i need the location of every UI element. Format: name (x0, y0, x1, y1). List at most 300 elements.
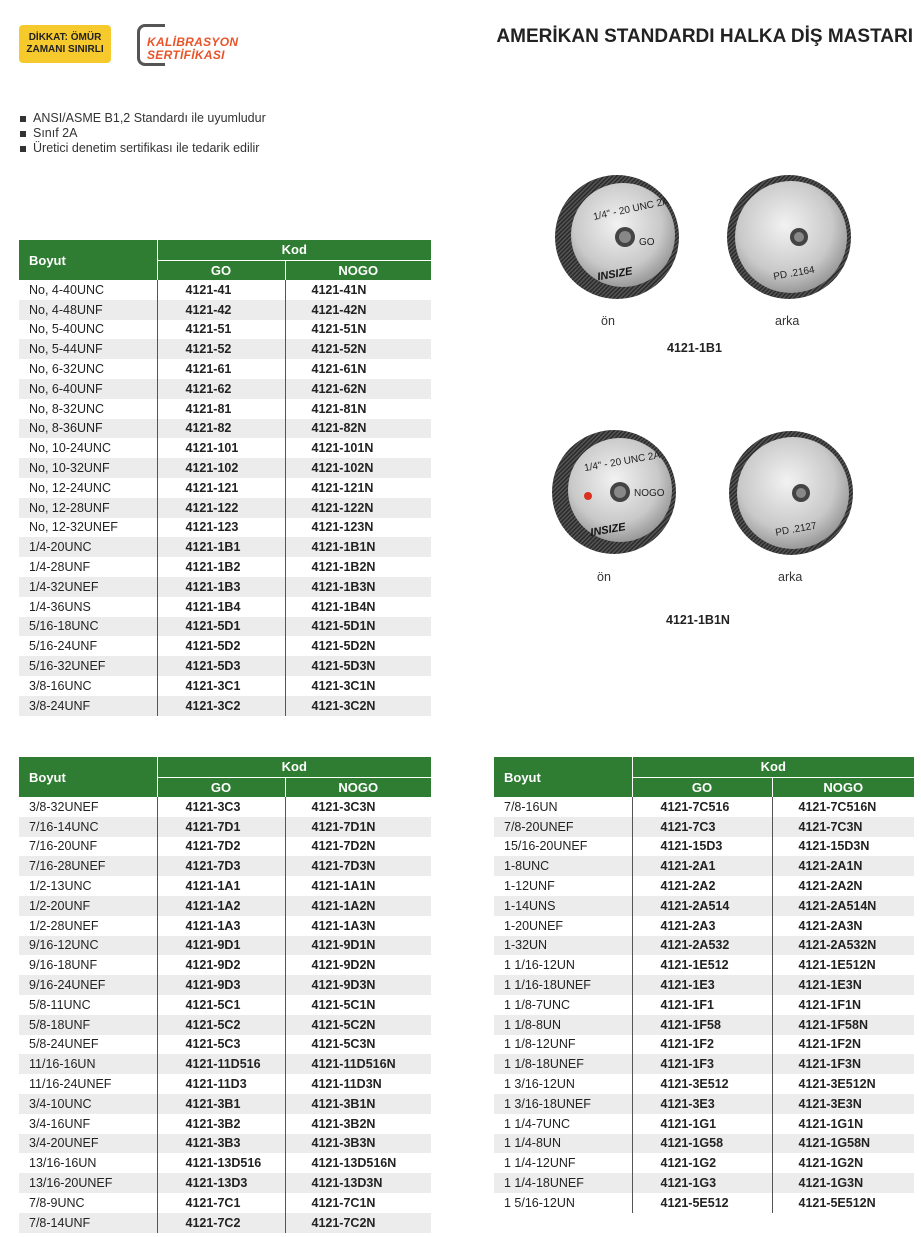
bullet-icon (20, 116, 26, 122)
size-cell: 3/4-10UNC (19, 1094, 157, 1114)
table-row (19, 676, 431, 696)
size-cell: 1 1/16-12UN (494, 955, 632, 975)
table-row (19, 995, 431, 1015)
size-cell: 1 1/4-8UN (494, 1134, 632, 1154)
table-row (494, 797, 914, 817)
nogo-code-cell: 4121-82N (285, 419, 431, 439)
nogo-code-cell: 4121-41N (285, 280, 431, 300)
go-code-cell: 4121-3B2 (157, 1114, 285, 1134)
table-row (19, 696, 431, 716)
table-row (494, 1134, 914, 1154)
table-row (494, 856, 914, 876)
go-front-caption: ön (601, 314, 615, 328)
size-header: Boyut (19, 757, 157, 797)
go-code-cell: 4121-9D3 (157, 975, 285, 995)
size-cell: 7/16-28UNEF (19, 856, 157, 876)
go-code-cell: 4121-3E512 (632, 1074, 772, 1094)
go-code-cell: 4121-3B3 (157, 1134, 285, 1154)
size-cell: 3/8-32UNEF (19, 797, 157, 817)
nogo-code-cell: 4121-62N (285, 379, 431, 399)
go-code-cell: 4121-3E3 (632, 1094, 772, 1114)
code-header: Kod (157, 757, 431, 777)
table-row (19, 419, 431, 439)
go-code-cell: 4121-101 (157, 438, 285, 458)
go-back-caption: arka (775, 314, 800, 328)
go-header: GO (157, 260, 285, 280)
go-code-cell: 4121-13D516 (157, 1153, 285, 1173)
go-code-cell: 4121-2A1 (632, 856, 772, 876)
size-cell: 7/8-9UNC (19, 1193, 157, 1213)
size-cell: No, 12-28UNF (19, 498, 157, 518)
go-code-cell: 4121-122 (157, 498, 285, 518)
nogo-code-cell: 4121-7D3N (285, 856, 431, 876)
size-cell: 5/16-24UNF (19, 636, 157, 656)
nogo-code-cell: 4121-1B1N (285, 537, 431, 557)
nogo-code-cell: 4121-7C1N (285, 1193, 431, 1213)
size-cell: 5/8-24UNEF (19, 1035, 157, 1055)
go-code-cell: 4121-1F3 (632, 1054, 772, 1074)
go-code-cell: 4121-11D516 (157, 1054, 285, 1074)
size-cell: 1/4-20UNC (19, 537, 157, 557)
table-row (19, 339, 431, 359)
size-cell: 1 1/4-12UNF (494, 1153, 632, 1173)
size-cell: 1 1/8-18UNEF (494, 1054, 632, 1074)
code-header: Kod (157, 240, 431, 260)
size-cell: 9/16-24UNEF (19, 975, 157, 995)
table-row (19, 975, 431, 995)
table-row (19, 320, 431, 340)
size-cell: No, 10-24UNC (19, 438, 157, 458)
table-row (494, 1015, 914, 1035)
table-row (494, 837, 914, 857)
nogo-code-cell: 4121-5C3N (285, 1035, 431, 1055)
calibration-text (147, 36, 238, 62)
brand-logo-text: INSIZE (596, 265, 634, 284)
size-cell: No, 4-40UNC (19, 280, 157, 300)
table-row (494, 1054, 914, 1074)
nogo-code-cell: 4121-1F3N (772, 1054, 914, 1074)
size-cell: 11/16-24UNEF (19, 1074, 157, 1094)
table-row (19, 896, 431, 916)
nogo-code-cell: 4121-3E512N (772, 1074, 914, 1094)
table-row (19, 438, 431, 458)
go-gauge-back-image (725, 173, 853, 301)
nogo-code-cell: 4121-5C1N (285, 995, 431, 1015)
table-row (19, 636, 431, 656)
table-row (19, 876, 431, 896)
nogo-code-cell: 4121-1B3N (285, 577, 431, 597)
go-code-cell: 4121-62 (157, 379, 285, 399)
nogo-code-cell: 4121-1F1N (772, 995, 914, 1015)
size-cell: 7/8-20UNEF (494, 817, 632, 837)
go-code-cell: 4121-121 (157, 478, 285, 498)
feature-item (20, 126, 266, 141)
table-row (19, 1193, 431, 1213)
warning-badge (19, 25, 111, 63)
table-row (19, 1134, 431, 1154)
go-gauge-front-image (553, 173, 681, 301)
nogo-code-cell: 4121-3B3N (285, 1134, 431, 1154)
size-cell: 11/16-16UN (19, 1054, 157, 1074)
size-cell: No, 12-24UNC (19, 478, 157, 498)
size-cell: 1/4-32UNEF (19, 577, 157, 597)
table-row (19, 458, 431, 478)
size-cell: 1 5/16-12UN (494, 1193, 632, 1213)
go-code-cell: 4121-9D1 (157, 936, 285, 956)
nogo-code-cell: 4121-5D3N (285, 656, 431, 676)
go-code-cell: 4121-2A2 (632, 876, 772, 896)
table-row (19, 280, 431, 300)
go-code-cell: 4121-7D2 (157, 837, 285, 857)
spec-table-1 (19, 240, 431, 716)
table-row (19, 916, 431, 936)
nogo-code-cell: 4121-121N (285, 478, 431, 498)
nogo-code-cell: 4121-42N (285, 300, 431, 320)
go-code-cell: 4121-1A1 (157, 876, 285, 896)
go-code-cell: 4121-7D3 (157, 856, 285, 876)
size-cell: 1 1/4-7UNC (494, 1114, 632, 1134)
go-code-cell: 4121-2A3 (632, 916, 772, 936)
table-row (494, 1074, 914, 1094)
nogo-code-cell: 4121-5C2N (285, 1015, 431, 1035)
nogo-front-caption: ön (597, 570, 611, 584)
go-code-cell: 4121-1A2 (157, 896, 285, 916)
go-header: GO (157, 777, 285, 797)
table-row (19, 399, 431, 419)
nogo-code-cell: 4121-7C2N (285, 1213, 431, 1233)
nogo-code-cell: 4121-5E512N (772, 1193, 914, 1213)
red-dot-icon (584, 492, 592, 500)
spec-table-3 (494, 757, 914, 1213)
size-header: Boyut (19, 240, 157, 280)
go-model-label: 4121-1B1 (667, 341, 722, 355)
size-cell: No, 10-32UNF (19, 458, 157, 478)
size-cell: No, 12-32UNEF (19, 518, 157, 538)
go-code-cell: 4121-5D1 (157, 617, 285, 637)
table-row (19, 557, 431, 577)
table-row (19, 1074, 431, 1094)
go-code-cell: 4121-5C3 (157, 1035, 285, 1055)
nogo-code-cell: 4121-1A1N (285, 876, 431, 896)
nogo-code-cell: 4121-3C3N (285, 797, 431, 817)
nogo-code-cell: 4121-5D2N (285, 636, 431, 656)
nogo-code-cell: 4121-1E3N (772, 975, 914, 995)
nogo-code-cell: 4121-13D516N (285, 1153, 431, 1173)
table-row (19, 1094, 431, 1114)
size-cell: 1 1/16-18UNEF (494, 975, 632, 995)
table-row (19, 1173, 431, 1193)
table-row (19, 379, 431, 399)
nogo-back-caption: arka (778, 570, 803, 584)
warning-line-1: DİKKAT: ÖMÜR (28, 32, 102, 43)
go-code-cell: 4121-1B2 (157, 557, 285, 577)
table-row (19, 577, 431, 597)
nogo-code-cell: 4121-7D2N (285, 837, 431, 857)
nogo-code-cell: 4121-9D1N (285, 936, 431, 956)
go-code-cell: 4121-15D3 (632, 837, 772, 857)
brand-logo-text: INSIZE (589, 521, 627, 540)
nogo-gauge-front-image (550, 428, 678, 556)
go-code-cell: 4121-1B4 (157, 597, 285, 617)
table-row (19, 478, 431, 498)
go-code-cell: 4121-7C516 (632, 797, 772, 817)
nogo-code-cell: 4121-1B4N (285, 597, 431, 617)
size-cell: 9/16-18UNF (19, 955, 157, 975)
nogo-code-cell: 4121-102N (285, 458, 431, 478)
size-cell: 13/16-20UNEF (19, 1173, 157, 1193)
go-code-cell: 4121-1B3 (157, 577, 285, 597)
nogo-code-cell: 4121-81N (285, 399, 431, 419)
nogo-code-cell: 4121-52N (285, 339, 431, 359)
nogo-code-cell: 4121-61N (285, 359, 431, 379)
go-code-cell: 4121-13D3 (157, 1173, 285, 1193)
go-code-cell: 4121-1F2 (632, 1035, 772, 1055)
go-code-cell: 4121-11D3 (157, 1074, 285, 1094)
nogo-gauge-back-image (727, 429, 855, 557)
size-cell: No, 4-48UNF (19, 300, 157, 320)
size-cell: 3/4-20UNEF (19, 1134, 157, 1154)
go-code-cell: 4121-5E512 (632, 1193, 772, 1213)
go-code-cell: 4121-52 (157, 339, 285, 359)
go-code-cell: 4121-1G2 (632, 1153, 772, 1173)
nogo-code-cell: 4121-1A3N (285, 916, 431, 936)
size-cell: 1-20UNEF (494, 916, 632, 936)
go-code-cell: 4121-3C3 (157, 797, 285, 817)
go-code-cell: 4121-123 (157, 518, 285, 538)
go-code-cell: 4121-1G1 (632, 1114, 772, 1134)
table-row (494, 1193, 914, 1213)
table-row (19, 856, 431, 876)
go-code-cell: 4121-82 (157, 419, 285, 439)
nogo-code-cell: 4121-3C2N (285, 696, 431, 716)
bullet-icon (20, 131, 26, 137)
go-mark-text: GO (639, 237, 655, 248)
nogo-code-cell: 4121-2A2N (772, 876, 914, 896)
table-row (19, 498, 431, 518)
feature-text: ANSI/ASME B1,2 Standardı ile uyumludur (33, 111, 266, 125)
go-code-cell: 4121-5D2 (157, 636, 285, 656)
go-code-cell: 4121-5C1 (157, 995, 285, 1015)
nogo-model-label: 4121-1B1N (666, 613, 730, 627)
nogo-code-cell: 4121-1G2N (772, 1153, 914, 1173)
nogo-code-cell: 4121-3C1N (285, 676, 431, 696)
nogo-code-cell: 4121-3B2N (285, 1114, 431, 1134)
nogo-code-cell: 4121-3B1N (285, 1094, 431, 1114)
go-face-text: 1/4" - 20 UNC 2A (592, 196, 670, 223)
nogo-code-cell: 4121-2A532N (772, 936, 914, 956)
feature-item (20, 141, 266, 156)
table-row (494, 975, 914, 995)
table-row (494, 1035, 914, 1055)
size-cell: 1 1/8-8UN (494, 1015, 632, 1035)
nogo-code-cell: 4121-101N (285, 438, 431, 458)
size-cell: 1/2-13UNC (19, 876, 157, 896)
code-header: Kod (632, 757, 914, 777)
table-row (19, 617, 431, 637)
table-row (494, 1153, 914, 1173)
size-cell: 1/4-28UNF (19, 557, 157, 577)
nogo-code-cell: 4121-11D516N (285, 1054, 431, 1074)
table-row (19, 1213, 431, 1233)
go-code-cell: 4121-7D1 (157, 817, 285, 837)
nogo-back-text: PD .2127 (774, 520, 818, 539)
size-cell: 1-14UNS (494, 896, 632, 916)
table-row (19, 359, 431, 379)
table-row (19, 1015, 431, 1035)
size-cell: 1/2-20UNF (19, 896, 157, 916)
size-cell: 13/16-16UN (19, 1153, 157, 1173)
table-row (494, 1094, 914, 1114)
warning-line-2: ZAMANI SINIRLI (26, 44, 104, 55)
feature-text: Üretici denetim sertifikası ile tedarik edilir (33, 141, 260, 155)
go-code-cell: 4121-7C2 (157, 1213, 285, 1233)
table-row (19, 936, 431, 956)
table-row (19, 837, 431, 857)
go-code-cell: 4121-1F1 (632, 995, 772, 1015)
nogo-code-cell: 4121-15D3N (772, 837, 914, 857)
table-row (19, 955, 431, 975)
nogo-code-cell: 4121-2A1N (772, 856, 914, 876)
nogo-code-cell: 4121-1G3N (772, 1173, 914, 1193)
size-cell: 9/16-12UNC (19, 936, 157, 956)
feature-text: Sınıf 2A (33, 126, 78, 140)
go-back-text: PD .2164 (772, 264, 816, 283)
nogo-code-cell: 4121-122N (285, 498, 431, 518)
go-code-cell: 4121-5C2 (157, 1015, 285, 1035)
size-cell: No, 8-32UNC (19, 399, 157, 419)
size-cell: No, 5-44UNF (19, 339, 157, 359)
go-code-cell: 4121-1E3 (632, 975, 772, 995)
go-code-cell: 4121-1F58 (632, 1015, 772, 1035)
table-row (19, 1114, 431, 1134)
calibration-certificate-logo (137, 24, 262, 66)
size-cell: 3/8-16UNC (19, 676, 157, 696)
size-cell: 1/2-28UNEF (19, 916, 157, 936)
nogo-code-cell: 4121-11D3N (285, 1074, 431, 1094)
size-cell: 5/16-32UNEF (19, 656, 157, 676)
nogo-code-cell: 4121-13D3N (285, 1173, 431, 1193)
size-cell: No, 8-36UNF (19, 419, 157, 439)
size-cell: 7/8-14UNF (19, 1213, 157, 1233)
size-cell: 1 1/8-7UNC (494, 995, 632, 1015)
size-cell: 15/16-20UNEF (494, 837, 632, 857)
table-row (19, 817, 431, 837)
feature-list (20, 111, 266, 156)
table-row (19, 518, 431, 538)
table-row (19, 1035, 431, 1055)
go-code-cell: 4121-1G58 (632, 1134, 772, 1154)
size-cell: 5/8-11UNC (19, 995, 157, 1015)
table-row (19, 537, 431, 557)
go-code-cell: 4121-7C1 (157, 1193, 285, 1213)
nogo-code-cell: 4121-51N (285, 320, 431, 340)
nogo-code-cell: 4121-9D2N (285, 955, 431, 975)
table-row (494, 936, 914, 956)
table-row (19, 797, 431, 817)
go-code-cell: 4121-3B1 (157, 1094, 285, 1114)
table-row (494, 896, 914, 916)
go-code-cell: 4121-7C3 (632, 817, 772, 837)
table-row (19, 1054, 431, 1074)
size-cell: 1 1/4-18UNEF (494, 1173, 632, 1193)
size-cell: 5/8-18UNF (19, 1015, 157, 1035)
go-code-cell: 4121-102 (157, 458, 285, 478)
size-cell: No, 6-32UNC (19, 359, 157, 379)
nogo-code-cell: 4121-1G58N (772, 1134, 914, 1154)
size-cell: 7/16-20UNF (19, 837, 157, 857)
nogo-code-cell: 4121-123N (285, 518, 431, 538)
nogo-code-cell: 4121-1F58N (772, 1015, 914, 1035)
table-row (494, 995, 914, 1015)
nogo-code-cell: 4121-2A3N (772, 916, 914, 936)
nogo-mark-text: NOGO (634, 488, 665, 499)
table-row (494, 1114, 914, 1134)
size-cell: No, 6-40UNF (19, 379, 157, 399)
size-cell: 7/16-14UNC (19, 817, 157, 837)
nogo-code-cell: 4121-1G1N (772, 1114, 914, 1134)
go-code-cell: 4121-41 (157, 280, 285, 300)
table-row (19, 656, 431, 676)
nogo-code-cell: 4121-1E512N (772, 955, 914, 975)
go-code-cell: 4121-3C2 (157, 696, 285, 716)
nogo-code-cell: 4121-2A514N (772, 896, 914, 916)
go-code-cell: 4121-1A3 (157, 916, 285, 936)
nogo-header: NOGO (285, 777, 431, 797)
size-cell: 5/16-18UNC (19, 617, 157, 637)
size-cell: 1-8UNC (494, 856, 632, 876)
go-code-cell: 4121-1B1 (157, 537, 285, 557)
go-code-cell: 4121-61 (157, 359, 285, 379)
calibration-line-1: KALİBRASYON (147, 35, 239, 49)
size-cell: 1/4-36UNS (19, 597, 157, 617)
go-code-cell: 4121-51 (157, 320, 285, 340)
size-cell: 1 3/16-18UNEF (494, 1094, 632, 1114)
size-cell: 3/8-24UNF (19, 696, 157, 716)
spec-table-2 (19, 757, 431, 1233)
nogo-code-cell: 4121-7D1N (285, 817, 431, 837)
nogo-code-cell: 4121-9D3N (285, 975, 431, 995)
nogo-code-cell: 4121-1A2N (285, 896, 431, 916)
nogo-header: NOGO (285, 260, 431, 280)
size-cell: 3/4-16UNF (19, 1114, 157, 1134)
go-code-cell: 4121-42 (157, 300, 285, 320)
go-code-cell: 4121-81 (157, 399, 285, 419)
table-row (494, 876, 914, 896)
nogo-code-cell: 4121-1F2N (772, 1035, 914, 1055)
table-row (494, 955, 914, 975)
table-row (19, 300, 431, 320)
nogo-header: NOGO (772, 777, 914, 797)
table-row (494, 1173, 914, 1193)
go-code-cell: 4121-5D3 (157, 656, 285, 676)
go-header: GO (632, 777, 772, 797)
go-code-cell: 4121-3C1 (157, 676, 285, 696)
size-cell: No, 5-40UNC (19, 320, 157, 340)
nogo-code-cell: 4121-5D1N (285, 617, 431, 637)
nogo-face-text: 1/4" - 20 UNC 2A (583, 449, 662, 475)
page-title: AMERİKAN STANDARDI HALKA DİŞ MASTARI (496, 26, 913, 47)
bullet-icon (20, 146, 26, 152)
table-row (19, 597, 431, 617)
table-row (494, 916, 914, 936)
nogo-code-cell: 4121-7C516N (772, 797, 914, 817)
nogo-code-cell: 4121-3E3N (772, 1094, 914, 1114)
size-header: Boyut (494, 757, 632, 797)
nogo-code-cell: 4121-1B2N (285, 557, 431, 577)
go-code-cell: 4121-1G3 (632, 1173, 772, 1193)
go-code-cell: 4121-2A514 (632, 896, 772, 916)
feature-item (20, 111, 266, 126)
